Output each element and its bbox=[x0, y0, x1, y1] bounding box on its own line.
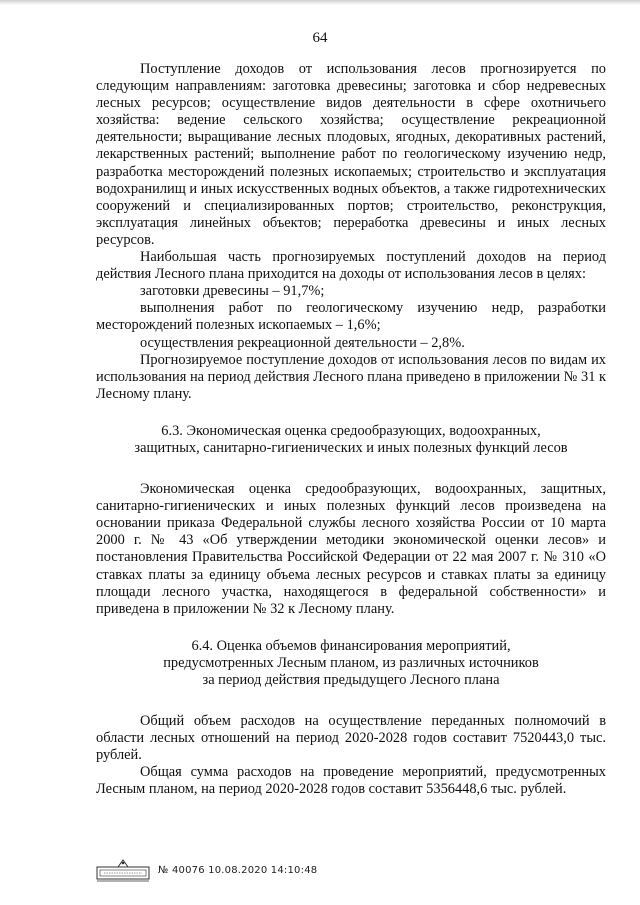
document-seal-icon bbox=[96, 858, 150, 882]
section-6-4-paragraph-1: Общий объем расходов на осуществление переданных полномочий в области лесных отношений на период 2020-2028 годов составит 7520443,0 тыс. рублей. bbox=[96, 713, 606, 764]
section-6-3-heading bbox=[96, 423, 606, 457]
intro-paragraph-1: Поступление доходов от использования лесов прогнозируется по следующим направлениям: заготовка древесины; заготовка и сбор недревесных лесных ресурсов; осуществление видов деятельности в сфере охотничьего хозяйства: ведение сельского хозяйства; осуществление рекреационной деятельности; выращивание лесных плодовых, ягодных, декоративных растений, лекарственных растений; выполнение работ по геологическому изучению недр, разработка месторождений полезных ископаемых; строительство и эксплуатация водохранилищ и иных искусственных водных объектов, а также гидротехнических сооружений и специализированных портов; строительство, реконструкция, эксплуатация линейных объектов; переработка древесины и иных лесных ресурсов. bbox=[96, 61, 606, 248]
section-6-3-heading-line-2: защитных, санитарно-гигиенических и иных полезных функций лесов bbox=[134, 439, 568, 456]
list-item-geology: выполнения работ по геологическому изучению недр, разработки месторождений полезных ископаемых – 1,6%; bbox=[96, 300, 606, 334]
section-6-4-heading-line-2: предусмотренных Лесным планом, из различных источников bbox=[163, 654, 539, 671]
page-number: 64 bbox=[312, 30, 328, 46]
section-6-4-heading bbox=[96, 638, 606, 689]
registration-stamp bbox=[96, 858, 317, 882]
section-6-4-heading-line-1: 6.4. Оценка объемов финансирования мероприятий, bbox=[191, 637, 511, 654]
registration-number: № 40076 10.08.2020 14:10:48 bbox=[158, 864, 318, 876]
scan-edge bbox=[0, 0, 640, 5]
intro-paragraph-2: Наибольшая часть прогнозируемых поступлений доходов на период действия Лесного плана приходится на доходы от использования лесов в целях: bbox=[96, 249, 606, 283]
section-6-3-paragraph: Экономическая оценка средообразующих, водоохранных, защитных, санитарно-гигиенических и иных полезных функций лесов произведена на основании приказа Федеральной службы лесного хозяйства России от 10 марта 2000 г. № 43 «Об утверждении методики экономической оценки лесов» и постановления Правительства Российской Федерации от 22 мая 2007 г. № 310 «О ставках платы за единицу объема лесных ресурсов и ставках платы за единицу площади лесного участка, находящегося в федеральной собственности» и приведена в приложении № 32 к Лесному плану. bbox=[96, 481, 606, 617]
list-item-recreation: осуществления рекреационной деятельности – 2,8%. bbox=[140, 334, 465, 351]
list-item-timber: заготовки древесины – 91,7%; bbox=[140, 283, 325, 300]
document-body bbox=[96, 61, 606, 799]
section-6-3-heading-line-1: 6.3. Экономическая оценка средообразующих, водоохранных, bbox=[161, 422, 541, 439]
section-6-4-heading-line-3: за период действия предыдущего Лесного плана bbox=[202, 672, 500, 688]
intro-paragraph-3: Прогнозируемое поступление доходов от использования лесов по видам их использования на период действия Лесного плана приведено в приложении № 31 к Лесному плану. bbox=[96, 351, 606, 402]
section-6-4-paragraph-2: Общая сумма расходов на проведение мероприятий, предусмотренных Лесным планом, на период 2020-2028 годов составит 5356448,6 тыс. рублей. bbox=[96, 764, 606, 798]
